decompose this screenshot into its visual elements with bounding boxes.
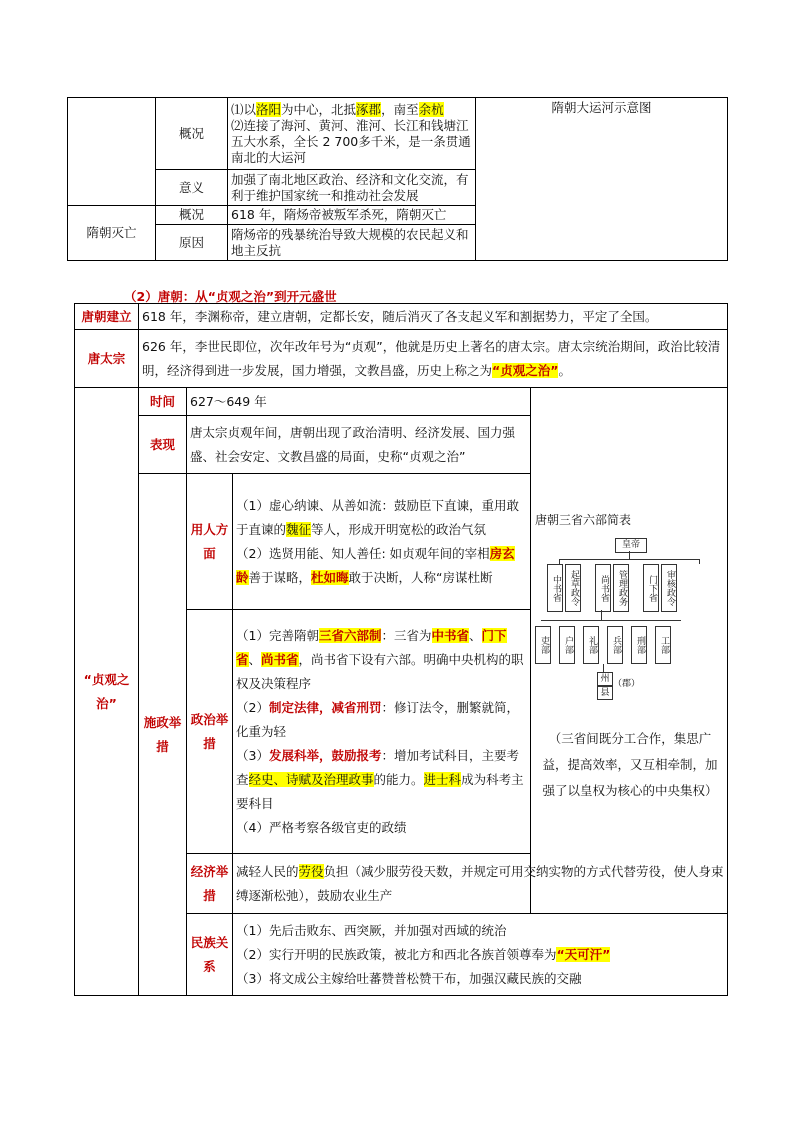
fall-cause-label: 原因 [156, 225, 228, 261]
center-office-note: 管理政务 [613, 564, 629, 612]
canal-overview-text: ⑴以洛阳为中心，北抵涿郡，南至余杭 ⑵连接了海河、黄河、淮河、长江和钱塘江五大水系，全长 2 700多千米，是一条贯通南北的大运河 [228, 98, 476, 170]
canal-significance-text: 加强了南北地区政治、经济和文化交流，有利于维护国家统一和推动社会发展 [228, 170, 476, 206]
canal-overview-label: 概况 [156, 98, 228, 170]
fall-overview-text: 618 年，隋炀帝被叛军杀死，隋朝灭亡 [228, 206, 476, 225]
canal-map-cell [476, 98, 728, 261]
diagram-line [629, 551, 630, 559]
economy-label: 经济举措 [187, 854, 233, 914]
time-label: 时间 [139, 388, 187, 416]
highlight-menxia: 门下省 [236, 627, 507, 667]
canal-significance-label: 意义 [156, 170, 228, 206]
highlight-subjects: 经史、诗赋及治理政事 [248, 771, 374, 787]
highlight-luoyang: 洛阳 [256, 101, 282, 117]
highlight-shangshu: 尚书省 [261, 651, 299, 667]
economy-text: 减轻人民的劳役负担（减少服劳役天数，并规定可用交纳实物的方式代替劳役，使人身束缚逐渐松弛），鼓励农业生产 [233, 854, 728, 914]
three-departments-diagram [531, 388, 728, 914]
sui-fall-title: 隋朝灭亡 [68, 206, 156, 261]
perf-text: 唐太宗贞观年间，唐朝出现了政治清明、经济发展、国力强盛、社会安定、文教昌盛的局面，史称“贞观之治” [187, 416, 531, 474]
left-office-box: 中书省 [547, 564, 563, 612]
highlight-yuhang: 余杭 [418, 101, 444, 117]
canal-map-caption: 隋朝大运河示意图 [551, 100, 652, 115]
highlight-system: 三省六部制 [318, 627, 382, 643]
red-law: 制定法律，减省刑罚 [268, 699, 382, 715]
ministry-5: 工部 [655, 626, 671, 664]
tang-table [74, 303, 728, 996]
time-text: 627～649 年 [187, 388, 531, 416]
diagram-line [603, 664, 604, 672]
ethnic-text: （1）先后击败东、西突厥，并加强对西域的统治 （2）实行开明的民族政策，被北方和西北各族首领尊奉为“天可汗” （3）将文成公主嫁给吐蕃赞普松赞干布，加强汉藏民族的交融 [233, 914, 728, 996]
highlight-weizheng: 魏征 [286, 521, 312, 537]
prefecture-box: 州 [597, 672, 613, 686]
ministry-1: 户部 [559, 626, 575, 664]
highlight-fangxuanling: 房玄龄 [236, 545, 515, 585]
taizong-label: 唐太宗 [75, 330, 139, 388]
diagram-line [559, 559, 699, 560]
highlight-zhenguan: “贞观之治” [492, 362, 559, 378]
taizong-text: 626 年，李世民即位，次年改年号为“贞观”，他就是历史上著名的唐太宗。唐太宗统治期间，政治比较清明，经济得到进一步发展，国力增强，文教昌盛，历史上称之为“贞观之治”。 [139, 330, 728, 388]
red-keju: 发展科举，鼓励报考 [268, 747, 382, 763]
highlight-tiankehan: “天可汗” [556, 946, 611, 962]
center-office-box: 尚书省 [595, 564, 611, 612]
fall-overview-label: 概况 [156, 206, 228, 225]
highlight-zhongshu: 中书省 [431, 627, 470, 643]
canal-row-header [68, 98, 156, 206]
left-office-note: 起草政令 [565, 564, 581, 612]
ethnic-label: 民族关系 [187, 914, 233, 996]
sui-canal-table [67, 97, 728, 261]
highlight-laoyi: 劳役 [298, 863, 324, 879]
right-office-note: 审核政令 [661, 564, 677, 612]
prefecture-note: （郡） [613, 679, 641, 689]
diagram-line [541, 620, 681, 621]
perf-label: 表现 [139, 416, 187, 474]
politics-label: 政治举措 [187, 610, 233, 854]
measures-label: 施政举措 [139, 474, 187, 996]
ministry-2: 礼部 [583, 626, 599, 664]
highlight-zhuojun: 涿郡 [356, 101, 382, 117]
ministry-3: 兵部 [607, 626, 623, 664]
zhenguan-label: “贞观之治” [75, 388, 139, 996]
founding-label: 唐朝建立 [75, 304, 139, 330]
fall-cause-text: 隋炀帝的残暴统治导致大规模的农民起义和地主反抗 [228, 225, 476, 261]
county-box: 县 [597, 686, 613, 700]
emperor-box: 皇帝 [615, 538, 647, 553]
diagram-line [699, 559, 700, 564]
diagram-note: （三省间既分工合作，集思广益，提高效率，又互相牵制，加强了以皇权为核心的中央集权） [542, 731, 718, 798]
highlight-duruhui: 杜如晦 [311, 569, 349, 585]
highlight-jinshi: 进士科 [423, 771, 462, 787]
diagram-line [601, 610, 602, 620]
ministry-0: 吏部 [535, 626, 551, 664]
politics-text: （1）完善隋朝三省六部制：三省为中书省、门下省、尚书省，尚书省下设有六部。明确中央机构的职权及决策程序 （2）制定法律，减省刑罚：修订法令，删繁就简，化重为轻 （3）发展科举，鼓励报考：增加考试科目，主要考查经史、诗赋及治理政事的能力。进士科成为科考主要科目 （4）严格考察各级官吏的政绩 [233, 610, 531, 854]
right-office-box: 门下省 [643, 564, 659, 612]
diagram-caption: 唐朝三省六部简表 [535, 513, 632, 527]
personnel-label: 用人方面 [187, 474, 233, 610]
personnel-text: （1）虚心纳谏、从善如流：鼓励臣下直谏，重用敢于直谏的魏征等人，形成开明宽松的政治气氛 （2）选贤用能、知人善任: 如贞观年间的宰相房玄龄善于谋略，杜如晦敢于决断，人称“房谋杜断 [233, 474, 531, 610]
founding-text: 618 年，李渊称帝，建立唐朝，定都长安，随后消灭了各支起义军和割据势力，平定了全国。 [139, 304, 728, 330]
ministry-4: 刑部 [631, 626, 647, 664]
section-title-tang: （2）唐朝：从“贞观之治”到开元盛世 [124, 289, 337, 304]
